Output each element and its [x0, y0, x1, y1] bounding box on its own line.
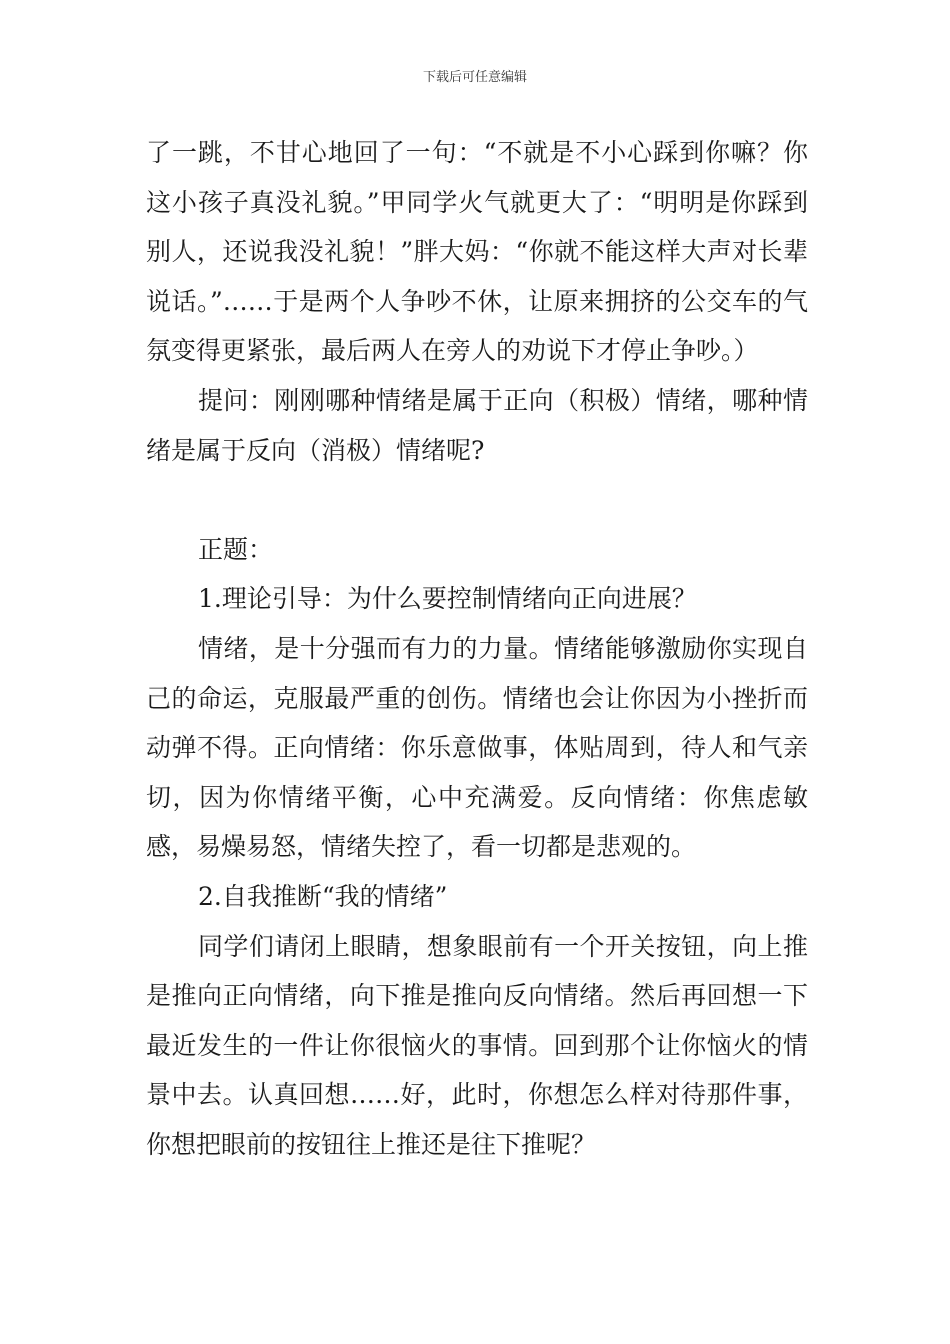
section-heading-self-judgment: 2.自我推断“我的情绪”	[198, 881, 448, 911]
document-body	[146, 128, 808, 1169]
paragraph-question: 提问：刚刚哪种情绪是属于正向（积极）情绪，哪种情绪是属于反向（消极）情绪呢?	[146, 385, 808, 465]
paragraph-exercise: 同学们请闭上眼睛，想象眼前有一个开关按钮，向上推是推向正向情绪，向下推是推向反向情绪。然后再回想一下最近发生的一件让你很恼火的事情。回到那个让你恼火的情景中去。认真回想……好，此时，你想怎么样对待那件事，你想把眼前的按钮往上推还是往下推呢？	[146, 931, 808, 1159]
section-heading-main: 正题：	[198, 534, 274, 564]
section-heading-theory: 1.理论引导：为什么要控制情绪向正向进展？	[198, 584, 697, 614]
paragraph-story-continuation: 了一跳，不甘心地回了一句：“不就是不小心踩到你嘛？你这小孩子真没礼貌。”甲同学火气就更大了：“明明是你踩到别人，还说我没礼貌！”胖大妈：“你就不能这样大声对长辈说话。”……于是两个人争吵不休，让原来拥挤的公交车的气氛变得更紧张，最后两人在旁人的劝说下才停止争吵。）	[146, 138, 808, 366]
paragraph-spacer	[146, 475, 808, 525]
paragraph-emotion-theory: 情绪，是十分强而有力的力量。情绪能够激励你实现自己的命运，克服最严重的创伤。情绪也会让你因为小挫折而动弹不得。正向情绪：你乐意做事，体贴周到，待人和气亲切，因为你情绪平衡，心中充满爱。反向情绪：你焦虑敏感，易燥易怒，情绪失控了，看一切都是悲观的。	[146, 633, 808, 862]
page-header: 下载后可任意编辑	[422, 70, 527, 85]
